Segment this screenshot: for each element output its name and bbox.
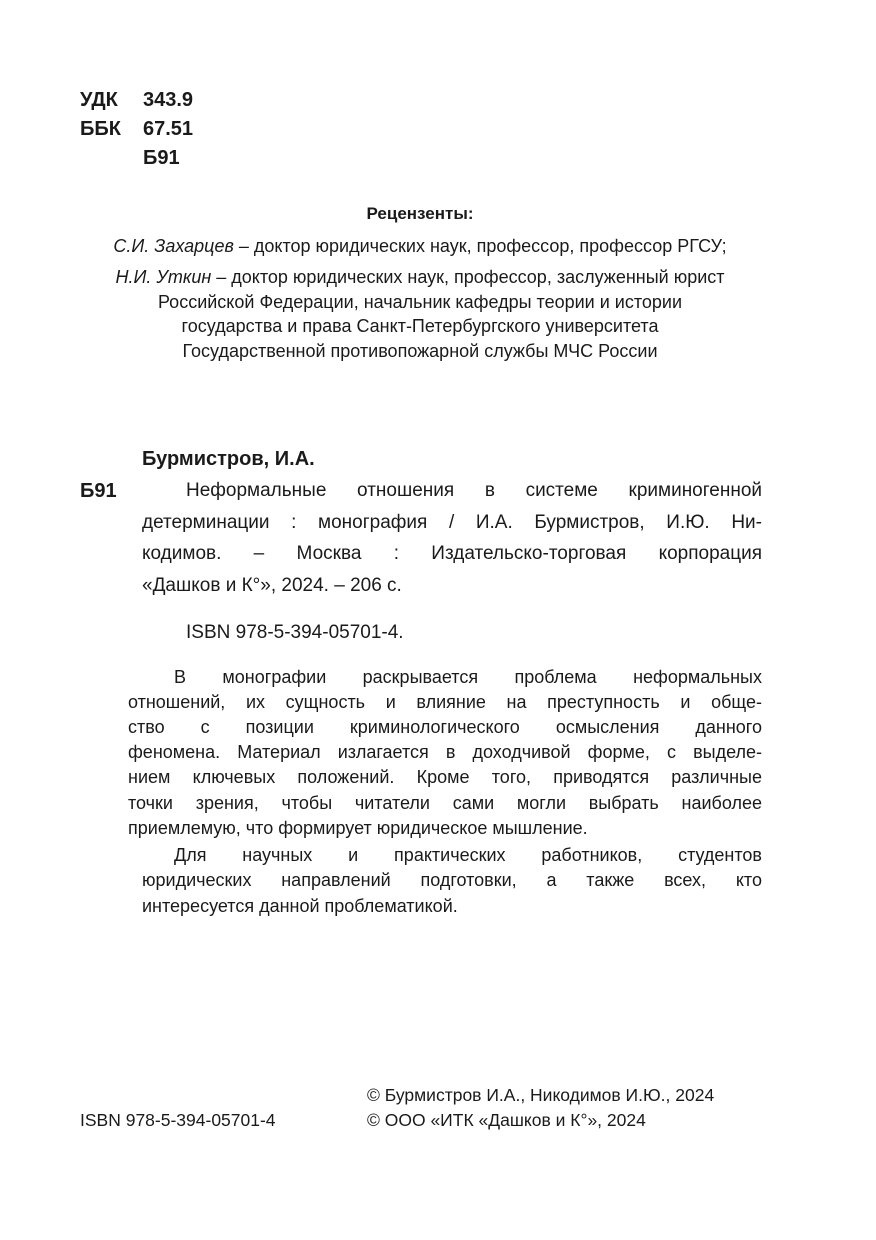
annotation-p2-line-3: интересуется данной проблематикой. bbox=[142, 896, 458, 916]
catalog-mark: Б91 bbox=[80, 480, 117, 502]
annotation-p2-line-2-text: юридических направлений подготовки, а также всех, кто bbox=[142, 870, 762, 890]
udk-row bbox=[80, 86, 193, 115]
reviewer-2-name: Н.И. Уткин bbox=[115, 267, 212, 287]
annotation-p1-line-5-text: нием ключевых положений. Кроме того, приводятся различные bbox=[128, 767, 762, 787]
annotation-p1-line-5 bbox=[128, 767, 762, 788]
classification-codes bbox=[80, 86, 193, 173]
footer-isbn: ISBN 978-5-394-05701-4 bbox=[80, 1110, 276, 1130]
bbk-value: 67.51 bbox=[143, 118, 194, 140]
annotation-p2-line-2 bbox=[142, 870, 762, 891]
annotation-p2-line-1 bbox=[174, 845, 762, 866]
catalog-desc-line-1 bbox=[186, 480, 762, 502]
bbk-label: ББК bbox=[80, 118, 121, 140]
catalog-desc-line-4: «Дашков и К°», 2024. – 206 с. bbox=[142, 575, 402, 596]
annotation-p1-line-6-text: точки зрения, чтобы читатели сами могли выбрать наиболее bbox=[128, 793, 762, 813]
footer-copyright-1: © Бурмистров И.А., Никодимов И.Ю., 2024 bbox=[367, 1085, 715, 1105]
catalog-desc-line-2 bbox=[142, 512, 762, 534]
reviewer-2 bbox=[0, 265, 840, 363]
reviewer-1-name: С.И. Захарцев bbox=[113, 236, 234, 256]
reviewer-2-desc-line-2: Российской Федерации, начальник кафедры теории и истории bbox=[157, 291, 683, 312]
annotation-p1-line-4 bbox=[128, 742, 762, 763]
catalog-isbn: ISBN 978-5-394-05701-4. bbox=[186, 622, 404, 643]
catalog-desc-line-1-text: Неформальные отношения в системе криминогенной bbox=[186, 480, 762, 501]
reviewer-2-desc-line-3: государства и права Санкт-Петербургского университета bbox=[181, 316, 659, 336]
author-mark: Б91 bbox=[143, 147, 180, 169]
annotation-p1-line-1 bbox=[174, 667, 762, 688]
reviewer-2-desc-line-1: – доктор юридических наук, профессор, заслуженный юрист bbox=[211, 267, 725, 287]
annotation-p1-line-4-text: феномена. Материал излагается в доходчивой форме, с выделе- bbox=[128, 742, 762, 762]
catalog-desc-line-3-text: кодимов. – Москва : Издательско-торговая корпорация bbox=[142, 543, 762, 564]
udk-label: УДК bbox=[80, 89, 118, 111]
annotation-p1-line-3 bbox=[128, 717, 762, 738]
catalog-desc-line-3 bbox=[142, 543, 762, 565]
annotation-p1-line-6 bbox=[128, 793, 762, 814]
udk-value: 343.9 bbox=[143, 89, 194, 111]
reviewers-title: Рецензенты: bbox=[366, 204, 474, 223]
reviewer-2-desc-line-4: Государственной противопожарной службы МЧС России bbox=[182, 340, 658, 361]
annotation-p2-line-1-text: Для научных и практических работников, студентов bbox=[174, 845, 762, 865]
catalog-author-heading: Бурмистров, И.А. bbox=[142, 448, 315, 470]
footer-copyright-2: © ООО «ИТК «Дашков и К°», 2024 bbox=[367, 1110, 646, 1130]
annotation-p1-line-2-text: отношений, их сущность и влияние на преступность и обще- bbox=[128, 692, 762, 712]
author-mark-row bbox=[80, 144, 193, 173]
reviewer-1 bbox=[0, 234, 840, 259]
catalog-desc-line-2-text: детерминации : монография / И.А. Бурмистров, И.Ю. Ни- bbox=[142, 512, 762, 533]
reviewer-1-desc: – доктор юридических наук, профессор, профессор РГСУ; bbox=[233, 236, 727, 256]
bbk-row bbox=[80, 115, 193, 144]
annotation-p1-line-2 bbox=[128, 692, 762, 713]
annotation-p1-line-3-text: ство с позиции криминологического осмысления данного bbox=[128, 717, 762, 737]
annotation-p1-line-7: приемлемую, что формирует юридическое мышление. bbox=[128, 818, 588, 838]
annotation-p1-line-1-text: В монографии раскрывается проблема неформальных bbox=[174, 667, 762, 687]
